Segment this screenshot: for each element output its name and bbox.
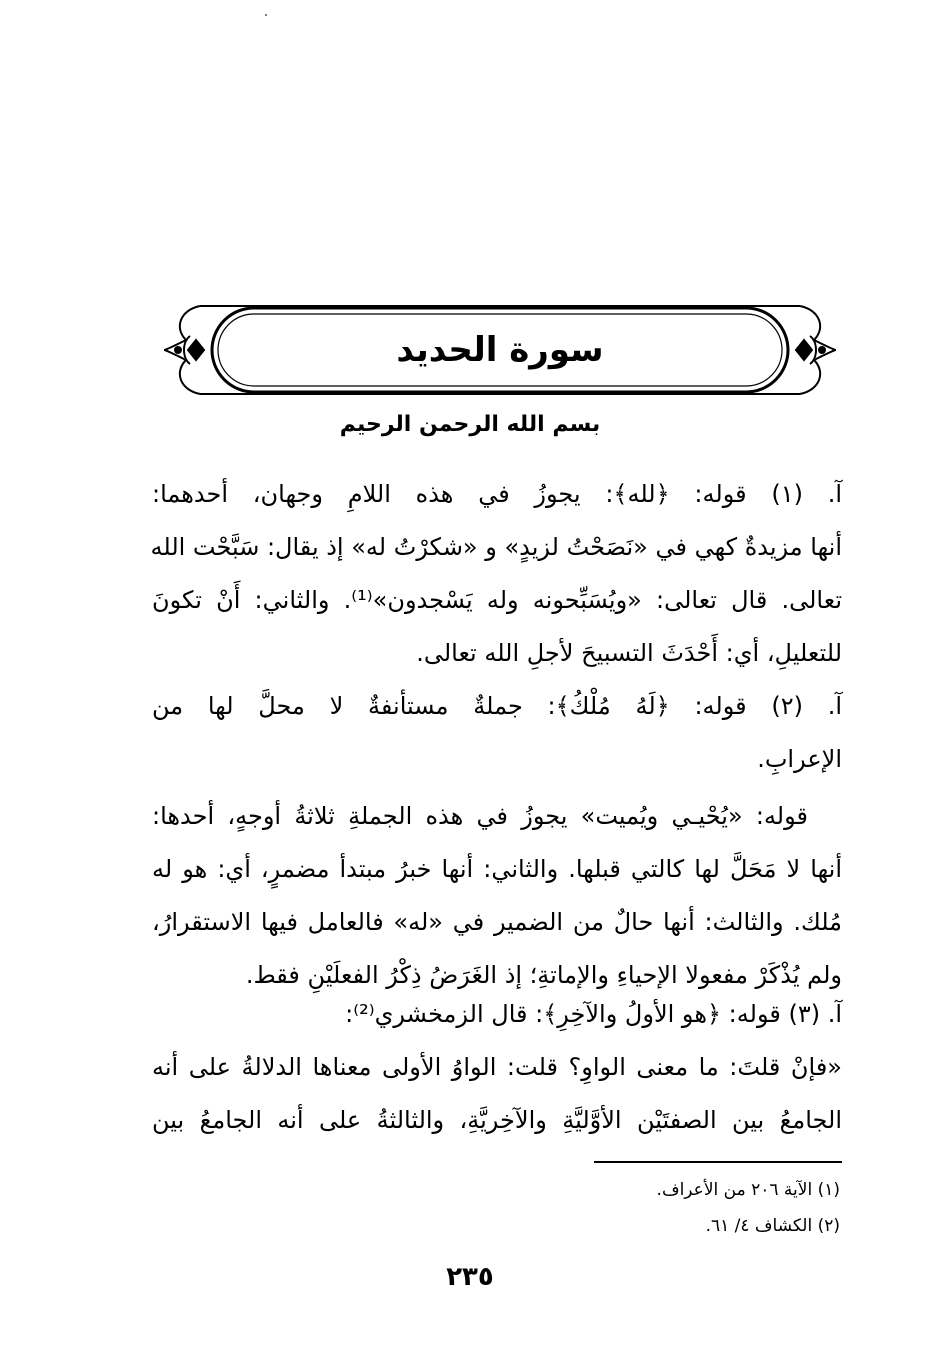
text-line: أنها لا مَحَلَّ لها كالتي قبلها. والثاني: أنها خبرُ مبتدأ مضمرٍ، أي: هو له xyxy=(152,855,842,883)
footnote-2: (٢) الكشاف ٤/ ٦١. xyxy=(705,1216,840,1236)
text-line: الإعرابِ. xyxy=(757,745,842,773)
paragraph-verse-1 xyxy=(152,468,842,680)
paragraph-verse-3 xyxy=(152,988,842,1147)
text-line: مُلك. والثالث: أنها حالٌ من الضمير في «له» فالعامل فيها الاستقرارُ، xyxy=(152,908,842,936)
text-line: آ. (٣) قوله: ﴿هو الأولُ والآخِرِ﴾: قال الزمخشري⁽²⁾: xyxy=(345,1000,842,1028)
scan-speck xyxy=(265,14,267,16)
text-line: للتعليلِ، أي: أَحْدَثَ التسبيحَ لأجلِ الله تعالى. xyxy=(416,639,842,667)
text-line: «فإنْ قلتَ: ما معنى الواوِ؟ قلت: الواوُ الأولى معناها الدلالةُ على أنه xyxy=(152,1053,842,1081)
surah-title-frame xyxy=(160,300,840,400)
paragraph-verse-2-continued xyxy=(152,790,842,1002)
footnote-separator xyxy=(594,1161,842,1163)
text-line: ولم يُذْكَرْ مفعولا الإحياءِ والإماتةِ؛ إذ الغَرَضُ ذِكْرُ الفعلَيْنِ فقط. xyxy=(245,961,842,989)
text-line: آ. (١) قوله: ﴿لله﴾: يجوزُ في هذه اللامِ وجهان، أحدهما: xyxy=(152,480,842,508)
text-line: تعالى. قال تعالى: «ويُسَبِّحونه وله يَسْجدون»⁽¹⁾. والثاني: أَنْ تكونَ xyxy=(152,586,842,614)
paragraph-verse-2 xyxy=(152,680,842,786)
surah-title: سورة الحديد xyxy=(396,330,604,370)
text-line: أنها مزيدةٌ كهي في «نَصَحْتُ لزيدٍ» و «شكرْتُ له» إذ يقال: سَبَّحْت الله xyxy=(150,533,842,561)
footnote-1: (١) الآية ٢٠٦ من الأعراف. xyxy=(656,1180,840,1200)
text-line: قوله: «يُحْيـي ويُميت» يجوزُ في هذه الجملةِ ثلاثةُ أوجهٍ، أحدها: xyxy=(152,802,808,830)
basmala: بسم الله الرحمن الرحيم xyxy=(339,412,601,437)
page-number: ٢٣٥ xyxy=(446,1262,494,1292)
text-line: الجامعُ بين الصفتَيْن الأوَّليَّةِ والآخِريَّةِ، والثالثةُ على أنه الجامعُ بين xyxy=(152,1106,842,1134)
text-line: آ. (٢) قوله: ﴿لَهُ مُلْكُ﴾: جملةٌ مستأنفةٌ لا محلَّ لها من xyxy=(152,692,842,720)
